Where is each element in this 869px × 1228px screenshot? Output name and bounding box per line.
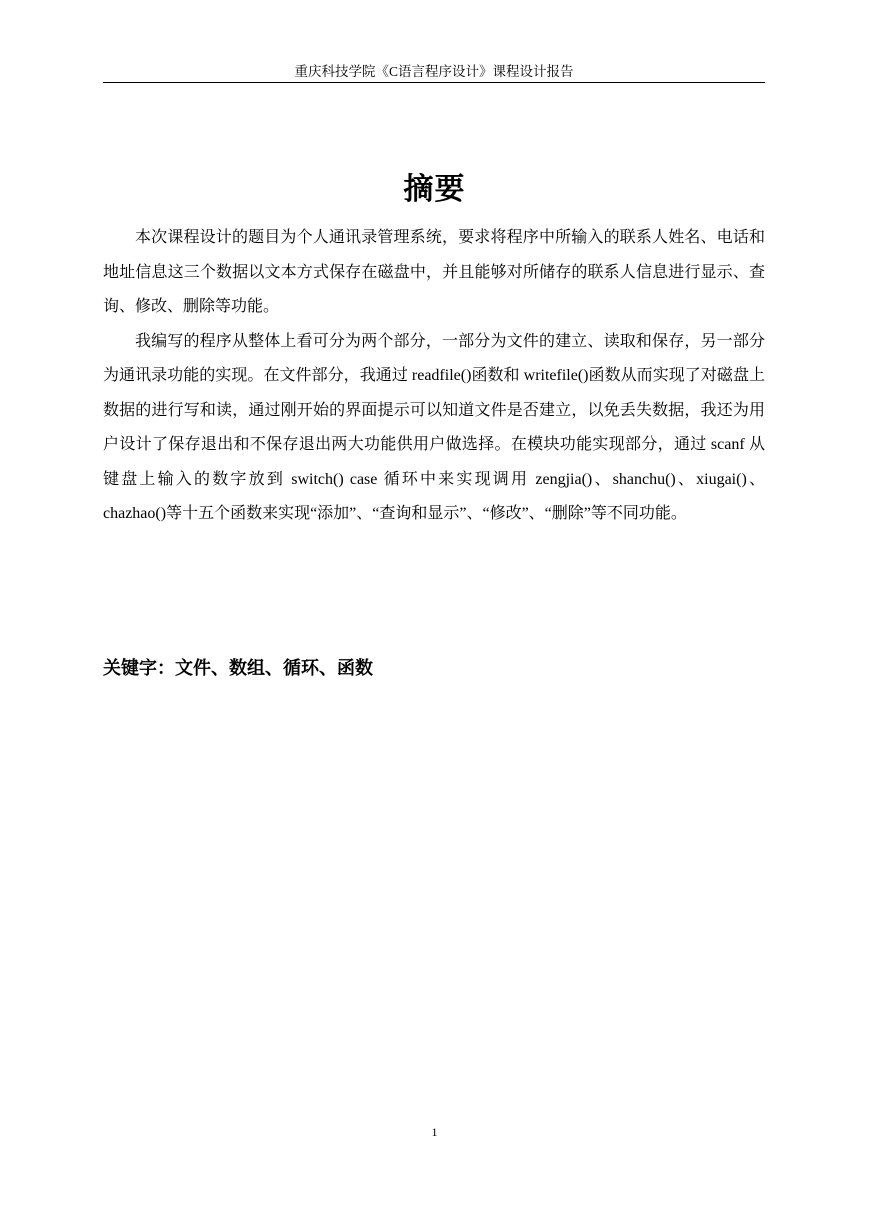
- abstract-paragraph-1: 本次课程设计的题目为个人通讯录管理系统，要求将程序中所输入的联系人姓名、电话和地址信息这三个数据以文本方式保存在磁盘中，并且能够对所储存的联系人信息进行显示、查询、修改、删除等功能。: [103, 229, 765, 315]
- abstract-body: [103, 221, 765, 532]
- abstract-paragraph-2: 我编写的程序从整体上看可分为两个部分，一部分为文件的建立、读取和保存，另一部分为通讯录功能的实现。在文件部分，我通过 readfile()函数和 writefile()函数从而实现了对磁盘上数据的进行写和读，通过刚开始的界面提示可以知道文件是否建立，以免丢失数据，我还为用户设计了保存退出和不保存退出两大功能供用户做选择。在模块功能实现部分，通过 scanf 从键盘上输入的数字放到 switch() case 循环中来实现调用 zengjia()、shanchu()、xiugai()、chazhao()等十五个函数来实现“添加”、“查询和显示”、“修改”、“删除”等不同功能。: [103, 332, 765, 522]
- page-title: 摘要: [403, 172, 466, 208]
- page-number: 1: [431, 1125, 438, 1139]
- keywords-line: 关键字：文件、数组、循环、函数: [103, 658, 373, 679]
- page-header: 重庆科技学院《C语言程序设计》课程设计报告: [103, 62, 765, 83]
